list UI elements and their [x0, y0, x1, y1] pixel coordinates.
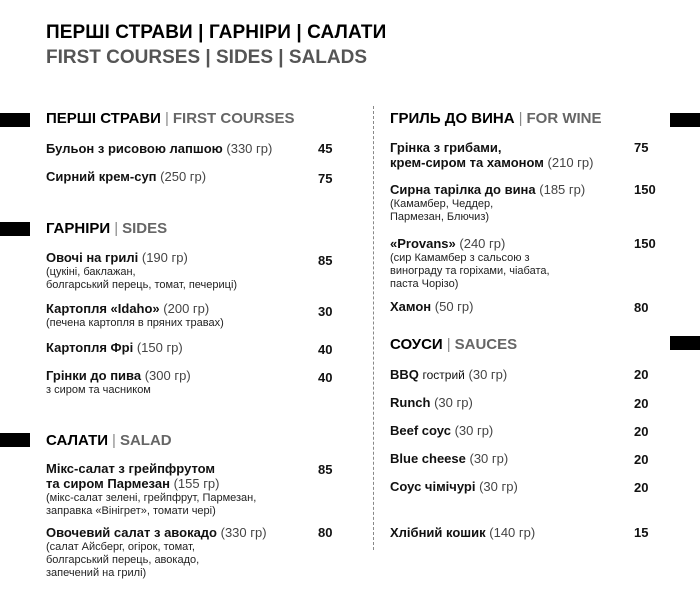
item-name: та сиром Пармезан [46, 476, 170, 491]
item-name: «Provans» [390, 236, 456, 251]
item-name: Beef соус [390, 423, 451, 438]
item-description: заправка «Вінігрет», томати чері) [46, 505, 216, 517]
section-title-sauces: СОУСИ | SAUCES [390, 336, 518, 353]
item-name: Хлібний кошик [390, 525, 486, 540]
item-description: (печена картопля в пряних травах) [46, 317, 224, 329]
page-title-en: FIRST COURSES | SIDES | SALADS [46, 47, 368, 68]
item-name: Бульон з рисовою лапшою [46, 141, 223, 156]
item-price: 40 [318, 342, 333, 357]
menu-item [390, 299, 473, 314]
item-weight: (330 гр) [220, 525, 267, 540]
item-weight: (150 гр) [136, 340, 183, 355]
item-price: 150 [634, 182, 656, 197]
menu-item [390, 451, 508, 466]
item-price: 40 [318, 370, 333, 385]
menu-item [390, 367, 507, 383]
menu-item [46, 368, 191, 397]
item-description: (мікс-салат зелені, грейпфрут, Пармезан, [46, 492, 257, 504]
item-weight: (155 гр) [173, 476, 220, 491]
item-name: Картопля «Idaho» [46, 301, 160, 316]
item-name: Сирна тарілка до вина [390, 182, 536, 197]
menu-item [390, 182, 585, 224]
item-name: Грінка з грибами, [390, 140, 502, 155]
item-description: (салат Айсберг, огірок, томат, [46, 541, 195, 553]
item-name: BBQ [390, 367, 419, 382]
menu-item [390, 479, 518, 494]
menu-item [390, 525, 535, 540]
item-weight: (300 гр) [144, 368, 191, 383]
menu-item [390, 236, 550, 291]
menu-item [46, 141, 272, 156]
section-title-sides: ГАРНІРИ | SIDES [46, 220, 168, 237]
item-description: (Камамбер, Чеддер, [390, 198, 494, 210]
item-weight: (330 гр) [226, 141, 273, 156]
item-description: болгарський перець, томат, печериці) [46, 279, 238, 291]
section-marker-bar [0, 113, 30, 127]
page-title-ua: ПЕРШІ СТРАВИ | ГАРНІРИ | САЛАТИ [46, 22, 387, 43]
item-description: паста Чорізо) [390, 278, 459, 290]
item-price: 20 [634, 396, 649, 411]
item-description: Пармезан, Блючиз) [390, 211, 490, 223]
menu-item [46, 340, 183, 355]
item-name: Хамон [390, 299, 432, 314]
item-name: крем-сиром та хамоном [390, 155, 544, 170]
item-price: 75 [318, 171, 333, 186]
menu-item [46, 169, 206, 184]
item-description: болгарський перець, авокадо, [46, 554, 200, 566]
item-name: Соус чімічурі [390, 479, 476, 494]
section-title-salads: САЛАТИ | SALAD [46, 432, 172, 449]
menu-item [46, 250, 237, 292]
item-weight: (30 гр) [468, 367, 508, 382]
item-price: 20 [634, 367, 649, 382]
item-weight: (250 гр) [160, 169, 207, 184]
menu-item [46, 525, 267, 580]
item-price: 15 [634, 525, 649, 540]
item-name: Runch [390, 395, 431, 410]
item-note: гострий [422, 368, 465, 382]
item-price: 85 [318, 253, 333, 268]
menu-item [390, 423, 493, 438]
item-price: 85 [318, 462, 333, 477]
item-price: 20 [634, 424, 649, 439]
item-name: Овочевий салат з авокадо [46, 525, 217, 540]
item-weight: (190 гр) [141, 250, 188, 265]
item-price: 45 [318, 141, 333, 156]
item-name: Картопля Фрі [46, 340, 134, 355]
item-description: винограду та горіхами, чіабата, [390, 265, 550, 277]
menu-item [390, 395, 473, 410]
item-price: 80 [634, 300, 649, 315]
item-description: (цукіні, баклажан, [46, 266, 136, 278]
item-weight: (210 гр) [547, 155, 594, 170]
item-description: (сир Камамбер з сальсою з [390, 252, 530, 264]
item-name: Blue cheese [390, 451, 466, 466]
item-price: 20 [634, 480, 649, 495]
section-marker-bar [0, 222, 30, 236]
item-price: 30 [318, 304, 333, 319]
column-divider [373, 106, 374, 550]
section-marker-bar [670, 113, 700, 127]
item-price: 75 [634, 140, 649, 155]
item-description: з сиром та часником [46, 384, 151, 396]
menu-item [390, 140, 593, 170]
item-weight: (140 гр) [489, 525, 536, 540]
section-title-first-courses: ПЕРШІ СТРАВИ | FIRST COURSES [46, 110, 295, 127]
section-marker-bar [670, 336, 700, 350]
item-weight: (50 гр) [434, 299, 474, 314]
item-description: запечений на грилі) [46, 567, 147, 579]
item-weight: (30 гр) [469, 451, 509, 466]
item-weight: (30 гр) [454, 423, 494, 438]
menu-item [46, 301, 224, 330]
item-weight: (185 гр) [539, 182, 586, 197]
page-header [46, 22, 386, 69]
item-weight: (200 гр) [163, 301, 210, 316]
item-price: 150 [634, 236, 656, 251]
item-weight: (30 гр) [479, 479, 518, 494]
section-marker-bar [0, 433, 30, 447]
item-name: Сирний крем-суп [46, 169, 157, 184]
section-title-for-wine: ГРИЛЬ ДО ВИНА | FOR WINE [390, 110, 602, 127]
item-name: Мікс-салат з грейпфрутом [46, 461, 216, 476]
item-price: 80 [318, 525, 333, 540]
item-name: Грінки до пива [46, 368, 142, 383]
menu-item [46, 461, 256, 518]
item-weight: (30 гр) [434, 395, 473, 410]
item-price: 20 [634, 452, 649, 467]
item-name: Овочі на грилі [46, 250, 139, 265]
item-weight: (240 гр) [459, 236, 506, 251]
